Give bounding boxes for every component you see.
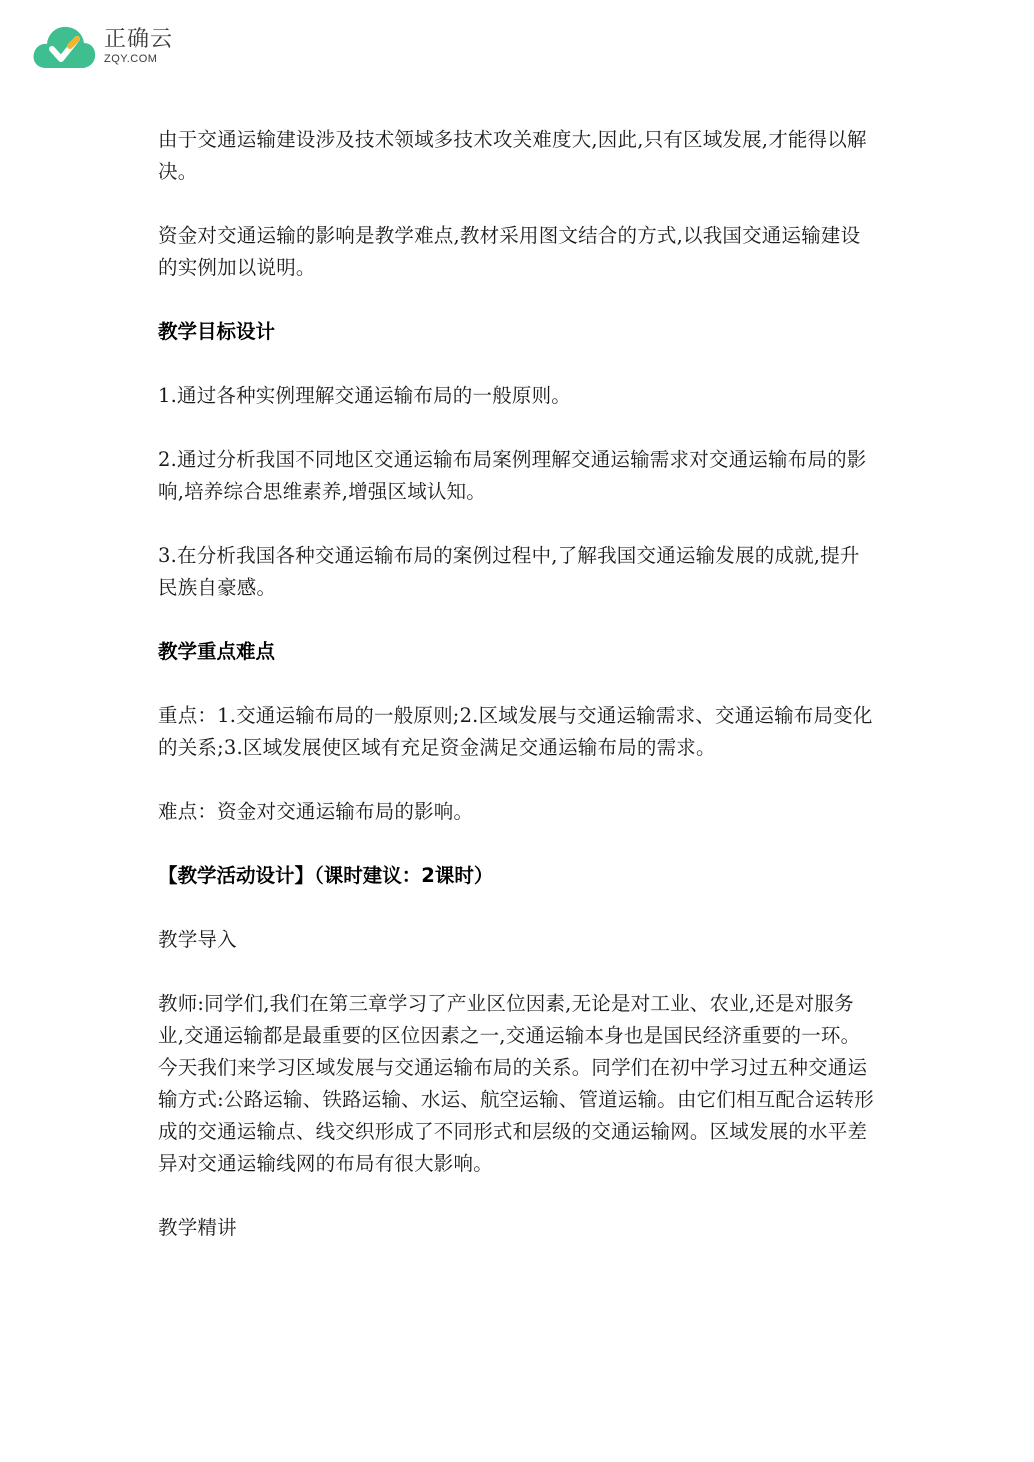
logo-name: 正确云 <box>104 27 174 52</box>
logo-domain: ZQY.COM <box>104 53 158 65</box>
teacher-paragraph: 教师:同学们,我们在第三章学习了产业区位因素,无论是对工业、农业,还是对服务业,交通运输都是最重要的区位因素之一,交通运输本身也是国民经济重要的一环。今天我们来学习区域发展与交通运输布局的关系。同学们在初中学习过五种交通运输方式:公路运输、铁路运输、水运、航空运输、管道运输。由它们相互配合运转形成的交通运输点、线交织形成了不同形式和层级的交通运输网。区域发展的水平差异对交通运输线网的布局有很大影响。 <box>158 992 874 1175</box>
paragraph-funding: 资金对交通运输的影响是教学难点,教材采用图文结合的方式,以我国交通运输建设的实例加以说明。 <box>158 224 861 279</box>
intro-label: 教学导入 <box>158 928 237 951</box>
objective-3: 3.在分析我国各种交通运输布局的案例过程中,了解我国交通运输发展的成就,提升民族自豪感。 <box>158 544 860 599</box>
difficulty-point: 难点：资金对交通运输布局的影响。 <box>158 800 474 823</box>
lecture-label: 教学精讲 <box>158 1216 237 1239</box>
key-points: 重点：1.交通运输布局的一般原则;2.区域发展与交通运输需求、交通运输布局变化的关系;3.区域发展使区域有充足资金满足交通运输布局的需求。 <box>158 704 873 759</box>
objective-1: 1.通过各种实例理解交通运输布局的一般原则。 <box>158 384 572 407</box>
heading-activity: 【教学活动设计】（课时建议：2课时） <box>158 864 494 887</box>
zqy-logo <box>30 22 173 72</box>
heading-keypoints: 教学重点难点 <box>158 640 276 663</box>
document-body <box>158 124 878 1244</box>
heading-objectives: 教学目标设计 <box>158 320 276 343</box>
paragraph-tech: 由于交通运输建设涉及技术领域多技术攻关难度大,因此,只有区域发展,才能得以解决。 <box>158 128 867 183</box>
objective-2: 2.通过分析我国不同地区交通运输布局案例理解交通运输需求对交通运输布局的影响,培养综合思维素养,增强区域认知。 <box>158 448 867 503</box>
cloud-check-icon <box>30 22 98 72</box>
